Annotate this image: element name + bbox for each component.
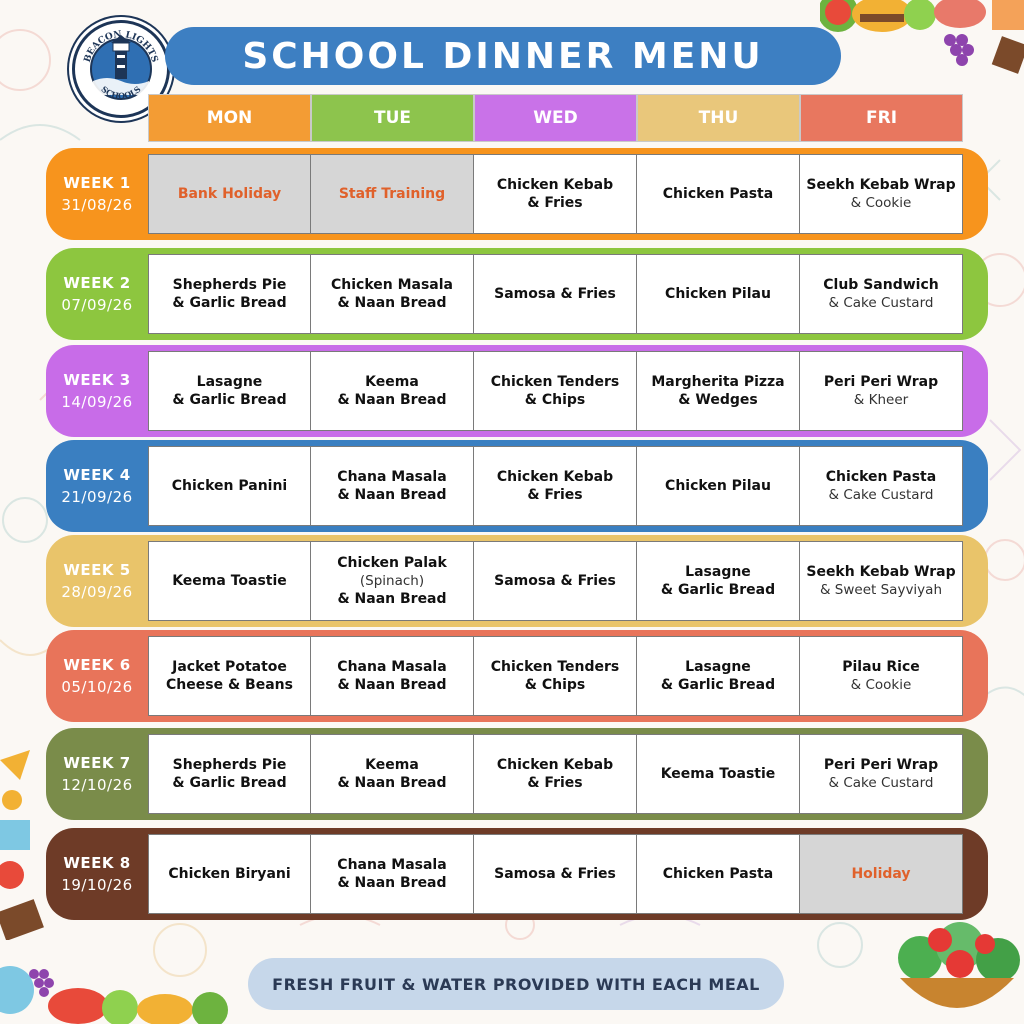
meal-cell-wed xyxy=(473,636,637,716)
meal-main: Margherita Pizza xyxy=(651,374,785,390)
day-header-thu: THU xyxy=(637,94,800,142)
week-meals xyxy=(148,636,963,716)
meal-main: Chicken Kebab xyxy=(496,757,614,773)
week-date: 05/10/26 xyxy=(61,678,133,696)
meal-cell-mon xyxy=(148,541,311,621)
meal-cell-thu xyxy=(636,446,800,526)
week-label xyxy=(46,345,148,437)
footer-note xyxy=(248,958,784,1010)
week-row xyxy=(46,535,988,627)
meal-main: Shepherds Pie xyxy=(172,277,287,293)
meal-side: & Cake Custard xyxy=(828,295,934,311)
meal-cell-wed xyxy=(473,446,637,526)
week-row xyxy=(46,345,988,437)
meal-cell-tue xyxy=(310,734,474,814)
day-header-mon: MON xyxy=(148,94,311,142)
meal-cell-tue xyxy=(310,254,474,334)
meal-cell-mon xyxy=(148,636,311,716)
meal-cell-wed xyxy=(473,734,637,814)
meal-note: (Spinach) xyxy=(359,573,425,589)
meal-cell-wed xyxy=(473,154,637,234)
footer-text: FRESH FRUIT & WATER PROVIDED WITH EACH MEAL xyxy=(272,974,760,994)
meal-main: Bank Holiday xyxy=(177,186,282,202)
meal-main: Peri Peri Wrap xyxy=(823,757,939,773)
meal-main: Chana Masala xyxy=(337,857,447,873)
meal-cell-thu xyxy=(636,254,800,334)
title-banner xyxy=(165,27,841,85)
meal-side: & Naan Bread xyxy=(337,487,447,503)
week-date: 12/10/26 xyxy=(61,776,133,794)
week-row xyxy=(46,440,988,532)
day-header-tue: TUE xyxy=(311,94,474,142)
meal-cell-mon xyxy=(148,446,311,526)
meal-main: Chana Masala xyxy=(337,469,447,485)
meal-side: & Fries xyxy=(527,487,583,503)
meal-side: & Garlic Bread xyxy=(660,677,776,693)
meal-main: Chicken Tenders xyxy=(490,659,620,675)
meal-cell-wed xyxy=(473,254,637,334)
week-row xyxy=(46,728,988,820)
meal-cell-thu xyxy=(636,541,800,621)
meal-cell-mon xyxy=(148,254,311,334)
meal-side: & Cake Custard xyxy=(828,487,934,503)
meal-cell-fri xyxy=(799,734,963,814)
week-meals xyxy=(148,254,963,334)
meal-main: Pilau Rice xyxy=(842,659,920,675)
meal-main: Keema Toastie xyxy=(660,766,776,782)
meal-main: Chicken Pasta xyxy=(825,469,937,485)
meal-main: Keema xyxy=(365,757,419,773)
meal-main: Samosa & Fries xyxy=(494,573,616,589)
meal-cell-fri xyxy=(799,446,963,526)
week-meals xyxy=(148,541,963,621)
meal-main: Jacket Potatoe xyxy=(172,659,287,675)
meal-main: Lasagne xyxy=(685,564,751,580)
week-label xyxy=(46,828,148,920)
meal-cell-tue xyxy=(310,154,474,234)
meal-main: Chicken Masala xyxy=(330,277,453,293)
meal-main: Chicken Panini xyxy=(171,478,288,494)
meal-main: Shepherds Pie xyxy=(172,757,287,773)
meal-cell-thu xyxy=(636,834,800,914)
meal-side: & Cookie xyxy=(850,677,912,693)
meal-main: Staff Training xyxy=(338,186,446,202)
meal-side: & Naan Bread xyxy=(337,775,447,791)
week-number: WEEK 4 xyxy=(63,466,131,484)
meal-cell-thu xyxy=(636,154,800,234)
meal-cell-tue xyxy=(310,541,474,621)
food-illustration-bottom-left xyxy=(0,950,240,1024)
week-number: WEEK 6 xyxy=(63,656,131,674)
meal-main: Chicken Pilau xyxy=(665,478,771,494)
meal-main: Chicken Pasta xyxy=(662,866,774,882)
week-date: 14/09/26 xyxy=(61,393,133,411)
meal-main: Samosa & Fries xyxy=(494,866,616,882)
meal-side: & Naan Bread xyxy=(337,591,447,607)
meal-side: & Chips xyxy=(524,392,586,408)
meal-cell-thu xyxy=(636,351,800,431)
meal-cell-wed xyxy=(473,541,637,621)
day-header-fri: FRI xyxy=(800,94,963,142)
meal-side: & Naan Bread xyxy=(337,875,447,891)
meal-main: Keema Toastie xyxy=(172,573,287,589)
week-row xyxy=(46,630,988,722)
week-date: 28/09/26 xyxy=(61,583,133,601)
meal-side: & Sweet Sayviyah xyxy=(819,582,942,598)
meal-cell-mon xyxy=(148,154,311,234)
week-number: WEEK 3 xyxy=(63,371,131,389)
meal-main: Chana Masala xyxy=(337,659,447,675)
meal-side: & Garlic Bread xyxy=(172,775,287,791)
week-label xyxy=(46,148,148,240)
week-label xyxy=(46,535,148,627)
meal-main: Chicken Pasta xyxy=(662,186,774,202)
meal-side: & Garlic Bread xyxy=(172,295,287,311)
week-meals xyxy=(148,834,963,914)
meal-main: Lasagne xyxy=(685,659,751,675)
week-date: 19/10/26 xyxy=(61,876,133,894)
meal-cell-fri xyxy=(799,636,963,716)
week-label xyxy=(46,440,148,532)
meal-side: & Wedges xyxy=(678,392,758,408)
logo-top-text: BEACON LIGHTS xyxy=(82,29,160,64)
week-date: 31/08/26 xyxy=(61,196,133,214)
meal-side: & Fries xyxy=(527,195,583,211)
salad-bowl-illustration xyxy=(890,918,1024,1024)
meal-cell-tue xyxy=(310,351,474,431)
week-row xyxy=(46,828,988,920)
meal-side: Cheese & Beans xyxy=(166,677,293,693)
meal-side: & Garlic Bread xyxy=(172,392,287,408)
meal-side: & Cookie xyxy=(850,195,912,211)
meal-side: & Kheer xyxy=(853,392,909,408)
meal-cell-thu xyxy=(636,636,800,716)
week-label xyxy=(46,728,148,820)
meal-side: & Fries xyxy=(527,775,583,791)
week-number: WEEK 1 xyxy=(63,174,131,192)
week-label xyxy=(46,248,148,340)
meal-side: & Chips xyxy=(524,677,586,693)
meal-main: Chicken Tenders xyxy=(490,374,620,390)
meal-cell-fri xyxy=(799,154,963,234)
day-header-wed: WED xyxy=(474,94,637,142)
logo-bottom-text: SCHOOLS xyxy=(99,83,143,101)
week-date: 07/09/26 xyxy=(61,296,133,314)
meal-cell-wed xyxy=(473,351,637,431)
food-illustration-top-right xyxy=(820,0,1024,80)
week-number: WEEK 5 xyxy=(63,561,131,579)
meal-cell-mon xyxy=(148,834,311,914)
week-meals xyxy=(148,154,963,234)
meal-cell-tue xyxy=(310,446,474,526)
meal-main: Seekh Kebab Wrap xyxy=(806,564,956,580)
week-number: WEEK 7 xyxy=(63,754,131,772)
meal-cell-tue xyxy=(310,636,474,716)
meal-cell-fri xyxy=(799,834,963,914)
meal-cell-thu xyxy=(636,734,800,814)
meal-side: & Garlic Bread xyxy=(660,582,776,598)
meal-cell-tue xyxy=(310,834,474,914)
week-row xyxy=(46,148,988,240)
meal-main: Chicken Kebab xyxy=(496,177,614,193)
meal-main: Chicken Biryani xyxy=(168,866,291,882)
meal-side: & Naan Bread xyxy=(337,392,447,408)
meal-main: Chicken Palak xyxy=(337,555,447,571)
week-meals xyxy=(148,734,963,814)
meal-main: Chicken Pilau xyxy=(665,286,771,302)
day-header-row xyxy=(148,94,963,142)
meal-main: Holiday xyxy=(851,866,911,882)
meal-cell-fri xyxy=(799,541,963,621)
meal-cell-mon xyxy=(148,734,311,814)
meal-cell-wed xyxy=(473,834,637,914)
meal-main: Peri Peri Wrap xyxy=(823,374,939,390)
week-label xyxy=(46,630,148,722)
week-meals xyxy=(148,351,963,431)
meal-main: Lasagne xyxy=(196,374,263,390)
meal-side: & Cake Custard xyxy=(828,775,934,791)
meal-main: Club Sandwich xyxy=(823,277,939,293)
week-meals xyxy=(148,446,963,526)
meal-cell-fri xyxy=(799,254,963,334)
meal-main: Keema xyxy=(365,374,419,390)
week-number: WEEK 8 xyxy=(63,854,131,872)
meal-side: & Naan Bread xyxy=(337,677,447,693)
meal-side: & Naan Bread xyxy=(337,295,447,311)
meal-main: Seekh Kebab Wrap xyxy=(806,177,956,193)
meal-main: Samosa & Fries xyxy=(494,286,616,302)
week-number: WEEK 2 xyxy=(63,274,131,292)
meal-cell-fri xyxy=(799,351,963,431)
meal-main: Chicken Kebab xyxy=(496,469,614,485)
meal-cell-mon xyxy=(148,351,311,431)
page-title: SCHOOL DINNER MENU xyxy=(242,35,764,77)
week-row xyxy=(46,248,988,340)
week-date: 21/09/26 xyxy=(61,488,133,506)
